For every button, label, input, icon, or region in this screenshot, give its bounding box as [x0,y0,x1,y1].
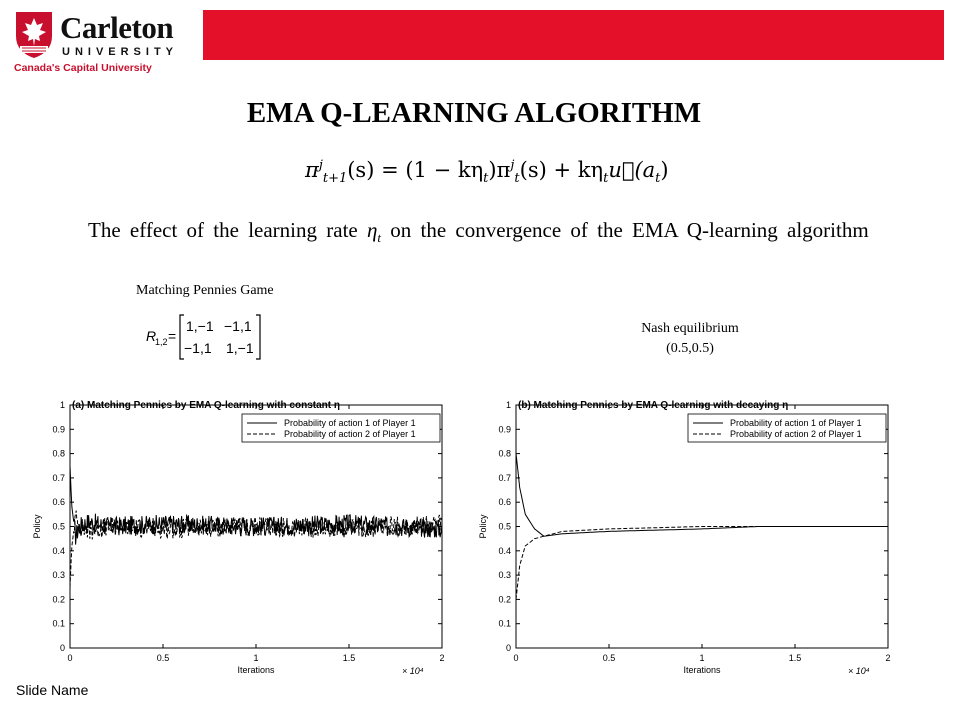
payoff-matrix [146,313,276,361]
x-tick-label: 1.5 [342,653,356,663]
ema-update-formula [305,158,669,186]
x-tick-label: 1 [699,653,705,663]
matrix-right-bracket [256,315,260,359]
formula-rhs-sub3: t [655,171,661,187]
y-tick-label: 0.8 [498,448,511,459]
formula-lhs-arg: (s) = (1 − kη [347,158,484,182]
caption-before: The effect of the learning rate [88,218,358,242]
x-tick-label: 0 [513,653,519,663]
matrix-label: R [146,328,157,344]
y-tick-label: 0.9 [52,424,65,435]
formula-rhs-arg: (s) + kη [519,158,604,182]
x-tick-label: 2 [885,653,891,663]
carleton-logo [10,8,190,76]
formula-rhs-close: ) [660,158,669,182]
chart-title: (a) Matching Pennies by EMA Q-learning with constant η [72,400,340,411]
legend-label: Probability of action 1 of Player 1 [730,418,862,428]
x-tick-label: 0.5 [602,653,616,663]
nash-title: Nash equilibrium [641,321,739,336]
formula-lhs-sup: j [318,158,323,173]
formula-rhs-u: u⃗(a [608,158,656,182]
y-axis-label: Policy [32,514,42,539]
y-tick-label: 0 [59,643,65,653]
y-tick-label: 0.4 [52,545,65,556]
formula-rhs-sup: j [510,158,515,173]
caption-eta-sub: t [377,230,382,246]
y-tick-label: 0.9 [498,424,511,435]
y-tick-label: 0.3 [498,570,511,581]
maple-leaf-crest-icon [12,10,56,60]
legend-label: Probability of action 1 of Player 1 [284,418,416,428]
y-tick-label: 0.5 [52,521,65,532]
y-tick-label: 0.2 [52,594,65,605]
legend-label: Probability of action 2 of Player 1 [730,429,862,439]
matrix-r2c2: 1,−1 [226,340,254,356]
nash-equilibrium [610,319,770,359]
header-accent-bar [203,10,944,60]
x-axis-label: Iterations [683,665,721,675]
chart-title: (b) Matching Pennies by EMA Q-learning with decaying η [518,400,789,411]
matrix-label-sub: 1,2 [155,337,168,347]
chart-constant-eta [26,395,454,675]
matrix-r1c1: 1,−1 [186,318,214,334]
y-tick-label: 0.1 [498,618,511,629]
slide-title-text: EMA Q-LEARNING ALGORITHM [246,97,702,129]
y-tick-label: 0.8 [52,448,65,459]
x-tick-label: 2 [439,653,445,663]
formula-lhs-pi: π [305,158,319,182]
x-axis-multiplier: × 10⁴ [848,666,870,675]
y-tick-label: 0.7 [52,472,65,483]
y-axis-label: Policy [478,514,488,539]
y-tick-label: 0.6 [498,497,511,508]
formula-lhs-sub: t+1 [322,171,348,187]
matrix-equals: = [168,328,177,344]
x-axis-label: Iterations [237,665,275,675]
matrix-r2c1: −1,1 [184,340,212,356]
y-tick-label: 1 [505,400,511,410]
x-tick-label: 0 [67,653,73,663]
x-tick-label: 1.5 [788,653,802,663]
caption-eta-symbol: η [366,218,378,242]
formula-rhs-sub: t [514,171,520,187]
logo-university: UNIVERSITY [62,46,179,58]
y-tick-label: 0.6 [52,497,65,508]
slide-caption [88,218,869,246]
matrix-r1c2: −1,1 [224,318,252,334]
y-tick-label: 0.5 [498,521,511,532]
y-tick-label: 0.1 [52,618,65,629]
nash-value: (0.5,0.5) [666,341,714,356]
formula-rhs-sub2: t [603,171,609,187]
slide-name-footer: Slide Name [16,682,89,698]
logo-wordmark: Carleton [60,10,174,45]
game-title: Matching Pennies Game [136,283,274,298]
formula-mid-sub: t [483,171,489,187]
x-tick-label: 1 [253,653,259,663]
y-tick-label: 0.4 [498,545,511,556]
y-tick-label: 0.7 [498,472,511,483]
slide-title [0,97,960,130]
y-tick-label: 0 [505,643,511,653]
x-axis-multiplier: × 10⁴ [402,666,424,675]
y-tick-label: 1 [59,400,65,410]
y-tick-label: 0.2 [498,594,511,605]
x-tick-label: 0.5 [156,653,170,663]
formula-mid-close: )π [488,158,511,182]
legend-label: Probability of action 2 of Player 1 [284,429,416,439]
y-tick-label: 0.3 [52,570,65,581]
logo-tagline: Canada's Capital University [14,62,152,74]
caption-after: on the convergence of the EMA Q-learning algorithm [390,218,869,242]
chart-decaying-eta [472,395,900,675]
